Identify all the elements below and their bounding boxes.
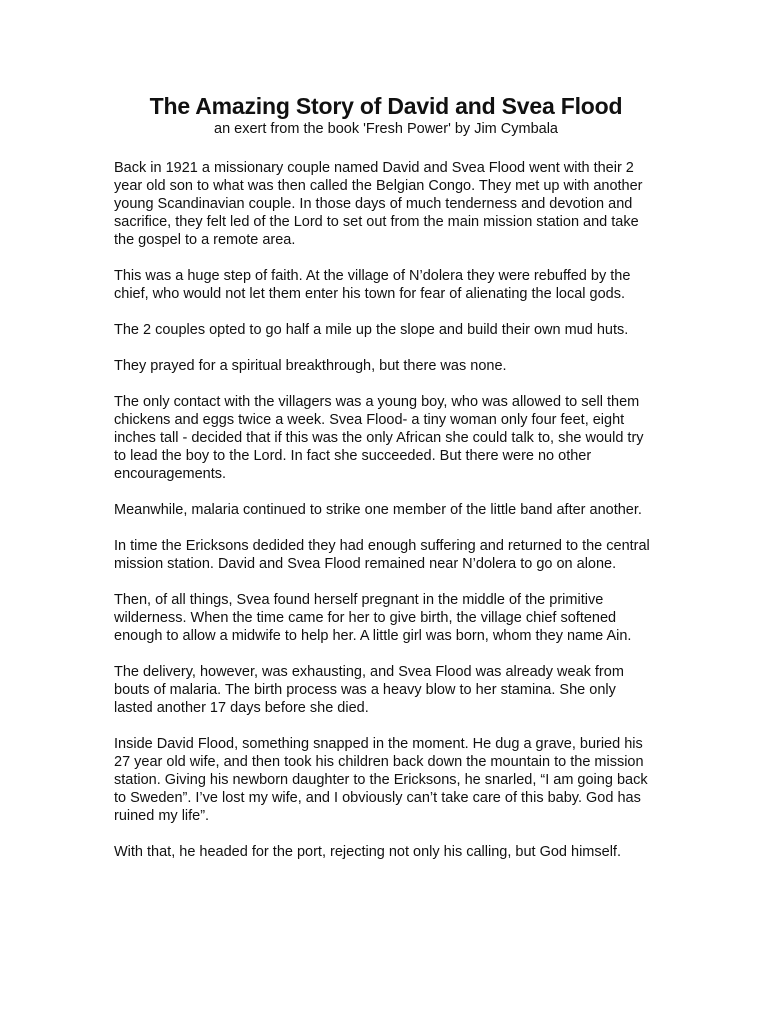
paragraph: This was a huge step of faith. At the village of N’dolera they were rebuffed by the chief, who would not let them enter his town for fear of alienating the local gods. xyxy=(114,268,631,302)
document-title: The Amazing Story of David and Svea Flood xyxy=(149,93,623,119)
document-body xyxy=(114,159,658,861)
paragraph: Then, of all things, Svea found herself pregnant in the middle of the primitive wilderness. When the time came for her to give birth, the village chief softened enough to allow a midwife to help her. A little girl was born, whom they name Ain. xyxy=(114,592,632,644)
paragraph: The delivery, however, was exhausting, and Svea Flood was already weak from bouts of malaria. The birth process was a heavy blow to her stamina. She only lasted another 17 days before she died. xyxy=(114,664,624,716)
paragraph: With that, he headed for the port, rejecting not only his calling, but God himself. xyxy=(114,844,621,860)
document-subtitle: an exert from the book 'Fresh Power' by Jim Cymbala xyxy=(214,121,558,137)
paragraph: In time the Ericksons dedided they had enough suffering and returned to the central mission station. David and Svea Flood remained near N’dolera to go on alone. xyxy=(114,538,650,572)
paragraph: Meanwhile, malaria continued to strike one member of the little band after another. xyxy=(114,502,642,518)
paragraph: Inside David Flood, something snapped in the moment. He dug a grave, buried his 27 year old wife, and then took his children back down the mountain to the mission station. Giving his newborn daughter to the Ericksons, he snarled, “I am going back to Sweden”. I’ve lost my wife, and I obviously can’t take care of this baby. God has ruined my life”. xyxy=(114,736,648,824)
paragraph: Back in 1921 a missionary couple named David and Svea Flood went with their 2 year old son to what was then called the Belgian Congo. They met up with another young Scandinavian couple. In those days of much tenderness and devotion and sacrifice, they felt led of the Lord to set out from the main mission station and take the gospel to a remote area. xyxy=(114,160,643,248)
paragraph: The only contact with the villagers was a young boy, who was allowed to sell them chickens and eggs twice a week. Svea Flood- a tiny woman only four feet, eight inches tall - decided that if this was the only African she could talk to, she would try to lead the boy to the Lord. In fact she succeeded. But there were no other encouragements. xyxy=(114,394,644,482)
paragraph: The 2 couples opted to go half a mile up the slope and build their own mud huts. xyxy=(114,322,629,338)
paragraph: They prayed for a spiritual breakthrough, but there was none. xyxy=(114,358,507,374)
